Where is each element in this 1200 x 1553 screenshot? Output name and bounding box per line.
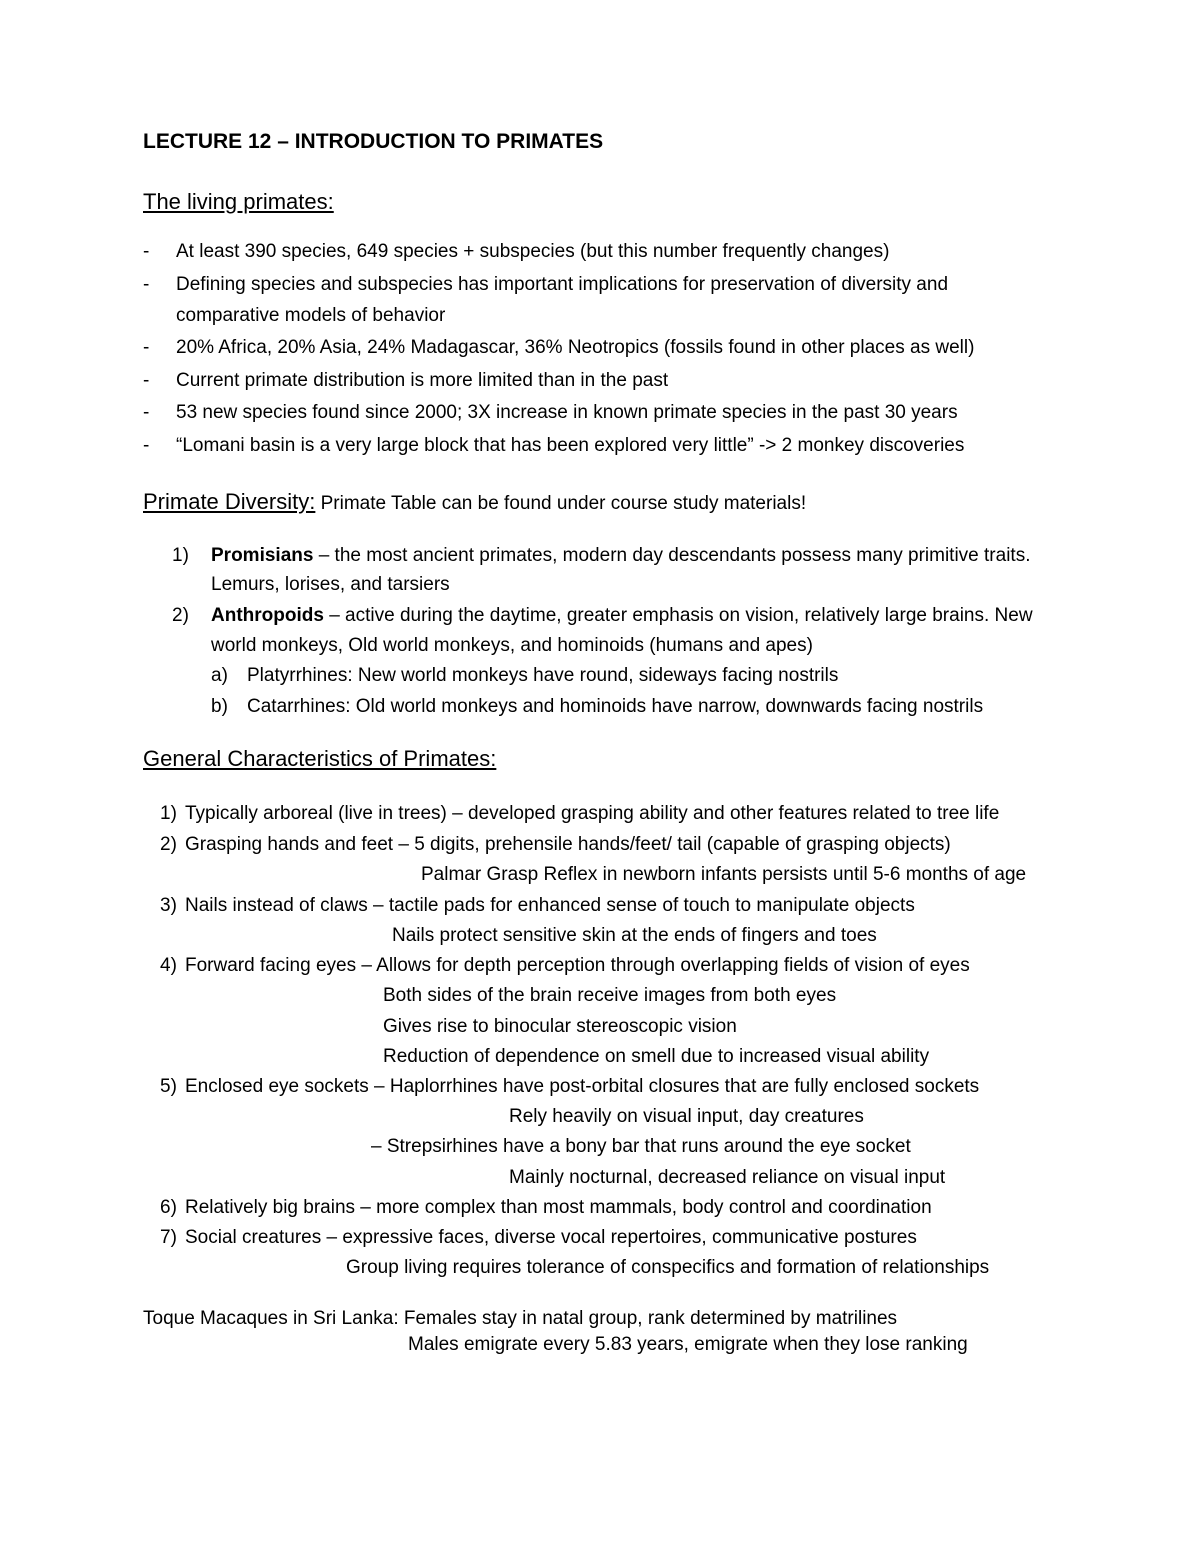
- list-item: 53 new species found since 2000; 3X increase in known primate species in the past 30 years: [176, 402, 958, 423]
- list-number: 1): [172, 545, 189, 566]
- sublist-letter: b): [211, 696, 228, 717]
- list-item: [211, 544, 1030, 568]
- list-item-detail: – Strepsirhines have a bony bar that runs around the eye socket: [371, 1136, 911, 1157]
- list-item: Typically arboreal (live in trees) – developed grasping ability and other features related to tree life: [185, 803, 1000, 824]
- list-item-detail: Palmar Grasp Reflex in newborn infants persists until 5-6 months of age: [421, 864, 1027, 885]
- list-item: Nails instead of claws – tactile pads for enhanced sense of touch to manipulate objects: [185, 895, 915, 916]
- list-item-detail: Both sides of the brain receive images from both eyes: [383, 985, 837, 1006]
- note-text: Males emigrate every 5.83 years, emigrate when they lose ranking: [408, 1334, 968, 1355]
- term-label: Anthropoids: [211, 605, 324, 626]
- page-title: LECTURE 12 – INTRODUCTION TO PRIMATES: [143, 130, 604, 153]
- list-item: Defining species and subspecies has important implications for preservation of diversity and: [176, 274, 949, 295]
- sublist-letter: a): [211, 665, 228, 686]
- section-heading-diversity: Primate Diversity:: [143, 489, 316, 514]
- diversity-note: Primate Table can be found under course study materials!: [315, 493, 807, 514]
- list-item-detail: Gives rise to binocular stereoscopic vision: [383, 1016, 737, 1037]
- list-number: 5): [160, 1076, 177, 1097]
- list-item-continuation: comparative models of behavior: [176, 305, 446, 326]
- bullet-dash: -: [143, 435, 150, 456]
- list-number: 6): [160, 1197, 177, 1218]
- section-heading-general: General Characteristics of Primates:: [143, 746, 497, 771]
- list-item: Grasping hands and feet – 5 digits, prehensile hands/feet/ tail (capable of grasping objects): [185, 834, 951, 855]
- list-number: 7): [160, 1227, 177, 1248]
- bullet-dash: -: [143, 370, 150, 391]
- list-item: Social creatures – expressive faces, diverse vocal repertoires, communicative postures: [185, 1227, 917, 1248]
- list-number: 2): [160, 834, 177, 855]
- list-number: 1): [160, 803, 177, 824]
- list-item-continuation: Lemurs, lorises, and tarsiers: [211, 574, 450, 595]
- bullet-dash: -: [143, 402, 150, 423]
- list-item: Relatively big brains – more complex than most mammals, body control and coordination: [185, 1197, 932, 1218]
- note-text: Toque Macaques in Sri Lanka: Females stay in natal group, rank determined by matrilines: [143, 1308, 898, 1329]
- bullet-dash: -: [143, 241, 150, 262]
- list-item: “Lomani basin is a very large block that has been explored very little” -> 2 monkey discoveries: [176, 435, 965, 456]
- sublist-item: Catarrhines: Old world monkeys and hominoids have narrow, downwards facing nostrils: [247, 696, 984, 717]
- term-label: Promisians: [211, 545, 314, 566]
- list-item: Current primate distribution is more limited than in the past: [176, 370, 669, 391]
- list-item: At least 390 species, 649 species + subspecies (but this number frequently changes): [176, 241, 890, 262]
- list-item-continuation: world monkeys, Old world monkeys, and hominoids (humans and apes): [211, 635, 813, 656]
- list-number: 4): [160, 955, 177, 976]
- bullet-dash: -: [143, 274, 150, 295]
- list-number: 3): [160, 895, 177, 916]
- list-item-detail: Nails protect sensitive skin at the ends of fingers and toes: [392, 925, 877, 946]
- section-heading-living-primates: The living primates:: [143, 189, 334, 214]
- list-number: 2): [172, 605, 189, 626]
- term-description: – active during the daytime, greater emphasis on vision, relatively large brains. New: [323, 605, 1033, 626]
- bullet-dash: -: [143, 337, 150, 358]
- term-description: – the most ancient primates, modern day descendants possess many primitive traits.: [313, 545, 1031, 566]
- diversity-heading-line: [143, 490, 806, 516]
- list-item: Enclosed eye sockets – Haplorrhines have post-orbital closures that are fully enclosed sockets: [185, 1076, 980, 1097]
- list-item: 20% Africa, 20% Asia, 24% Madagascar, 36% Neotropics (fossils found in other places as well): [176, 337, 975, 358]
- list-item-detail: Reduction of dependence on smell due to increased visual ability: [383, 1046, 930, 1067]
- sublist-item: Platyrrhines: New world monkeys have round, sideways facing nostrils: [247, 665, 839, 686]
- list-item: Forward facing eyes – Allows for depth perception through overlapping fields of vision of eyes: [185, 955, 970, 976]
- list-item-detail: Mainly nocturnal, decreased reliance on visual input: [509, 1167, 946, 1188]
- list-item-detail: Group living requires tolerance of conspecifics and formation of relationships: [346, 1257, 990, 1278]
- list-item: [211, 604, 1033, 628]
- list-item-detail: Rely heavily on visual input, day creatures: [509, 1106, 864, 1127]
